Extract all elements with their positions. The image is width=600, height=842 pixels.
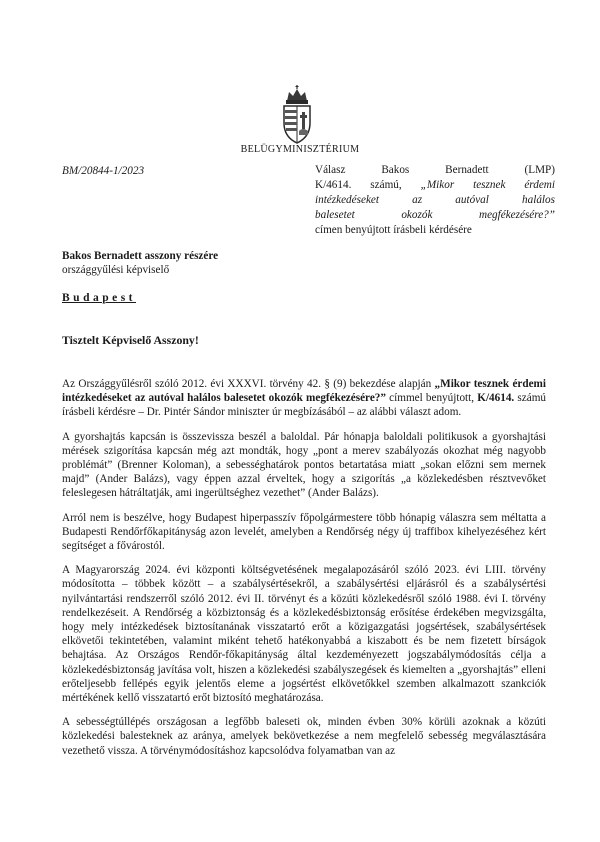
addressee-role: országgyűlési képviselő — [62, 264, 170, 276]
question-title-bold: „Mikor tesznek érdemi intézkedéseket az autóval halálos balesetet okozók megfékezésére?” — [62, 378, 546, 405]
question-number: K/4614. — [477, 392, 515, 405]
paragraph: A sebességtúllépés országosan a legfőbb baleseti ok, minden évben 30% körüli azoknak a közúti közlekedési balesteknek az aránya, amelyek bekövetkezése a nem megfelelő sebesség megválasztására vezethető vissza. A törvénymódosításhoz kapcsolódva folyamatban van az — [62, 716, 546, 757]
reference-number: BM/20844-1/2023 — [62, 165, 145, 177]
paragraph: Arról nem is beszélve, hogy Budapest hiperpasszív főpolgármestere több hónapig válaszra sem méltatta a Budapesti Rendőrfőkapitányság azon levelét, amelyben a Rendőrség négy új traffibox kihelyezéséhez kért segítséget a fővárostól. — [62, 511, 546, 553]
paragraph — [62, 377, 546, 420]
addressee — [62, 249, 218, 277]
reply-line — [315, 208, 555, 223]
question-title: intézkedéseket az autóval halálos — [315, 194, 555, 206]
paragraph-text: címmel benyújtott, — [385, 392, 478, 405]
question-title: balesetet okozók megfékezésére?” — [315, 209, 555, 221]
salutation: Tisztelt Képviselő Asszony! — [62, 333, 199, 347]
question-title: „Mikor tesznek érdemi — [420, 179, 555, 191]
reply-line: Válasz Bakos Bernadett (LMP) — [315, 164, 555, 176]
paragraph-text: számú írásbeli kérdésre – Dr. Pintér Sándor miniszter úr megbízásából – az alábbi választ adom. — [62, 392, 546, 419]
addressee-city: Budapest — [62, 292, 137, 304]
paragraph: A gyorshajtás kapcsán is összevissza beszél a baloldal. Pár hónapja baloldali politikusok a gyorshajtási mérések szigorítása kapcsán még azt mondták, hogy „pont a merev szabályozás okozhat még nagyobb problémát” (Brenner Koloman), a sebességhatárok pontos betartatása miatt „sokan előzni sem mernek majd” (Ander Balázs), vagy éppen azzal érveltek, hogy a szigorítás „a közlekedésben résztvevőket feleslegesen hátráltatják, ami ingerültséghez vezethet” (Ander Balázs). — [62, 430, 546, 500]
paragraph: A Magyarország 2024. évi központi költségvetésének megalapozásáról szóló 2023. évi LIII. törvény módosította – többek között – a szabálysértésekről, a szabálysértési eljárásról és a szabálysértési nyilvántartási rendszerről szóló 2012. évi II. törvényt és a közúti közlekedésről szóló 1988. évi I. törvény rendelkezéseit. A Rendőrség a közbiztonság és a közlekedésbiztonság erősítése érdekében megvizsgálta, hogy mely intézkedések biztosítanának visszatartó erőt a közigazgatási jogsértések, szabálysértések elkövetői tekintetében, valamint miként tehető hatékonyabbá a kiszabott és be nem fizetett bírságok behajtása. Az Országos Rendőr-főkapitányság által kezdeményezett jogszabálymódosítás célja a közlekedésbiztonság javítása volt, hiszen a közlekedési szabályszegések és kiemelten a „gyorshajtás” elleni erőteljesebb fellépés egyik jelentős eleme a jogsértést elkövetőkkel szemben alkalmazott szankciók mértékének kellő visszatartó erőt biztosító meghatározása. — [62, 564, 546, 705]
reply-text: K/4614. számú, — [315, 179, 421, 191]
coat-of-arms-icon — [272, 85, 322, 145]
letter-body — [62, 377, 546, 768]
paragraph-text: Az Országgyűlésről szóló 2012. évi XXXVI. törvény 42. § (9) bekezdése alapján — [62, 378, 435, 390]
reply-line: címen benyújtott írásbeli kérdésére — [315, 224, 472, 236]
ministry-name: BELÜGYMINISZTÉRIUM — [240, 144, 360, 155]
reply-subject — [315, 163, 555, 238]
reply-line — [315, 178, 555, 193]
reply-line — [315, 193, 555, 208]
addressee-name: Bakos Bernadett asszony részére — [62, 250, 219, 262]
